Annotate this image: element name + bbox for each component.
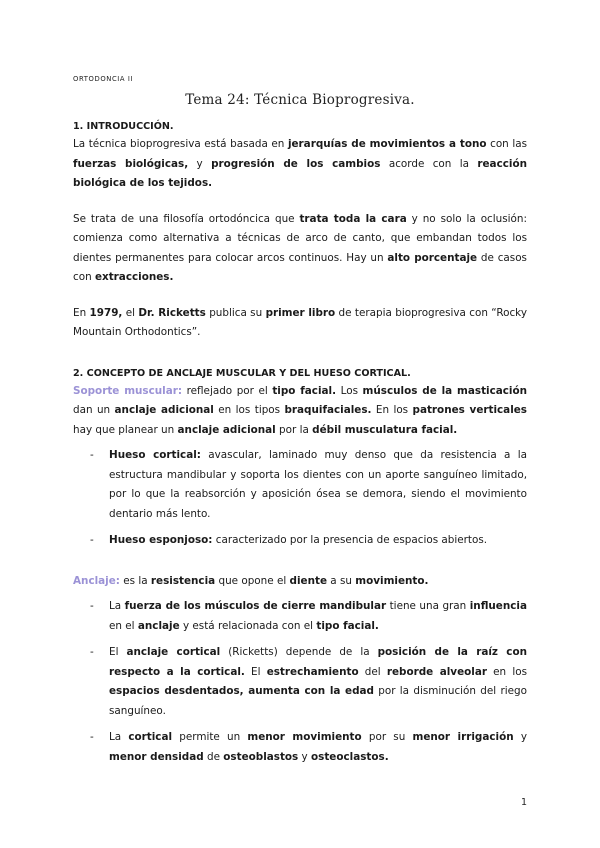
- section-heading-introduccion: 1. INTRODUCCIÓN.: [73, 121, 174, 132]
- list-item: - La cortical permite un menor movimiento por su menor irrigación y menor densidad de osteoblastos y osteoclastos.: [73, 728, 527, 767]
- section-heading-anclaje: 2. CONCEPTO DE ANCLAJE MUSCULAR Y DEL HUESO CORTICAL.: [73, 367, 411, 379]
- bone-types-list: [73, 446, 527, 551]
- paragraph-soporte-muscular: Soporte muscular: reflejado por el tipo facial. Los músculos de la masticación dan un anclaje adicional en los tipos braquifaciales. En los patrones verticales hay que planear un anclaje adicional por la débil musculatura facial.: [73, 384, 528, 436]
- paragraph-intro-3: En 1979, el Dr. Ricketts publica su primer libro de terapia bioprogresiva con “Rocky Mountain Orthodontics”.: [73, 306, 527, 338]
- paragraph-anclaje: Anclaje: es la resistencia que opone el diente a su movimiento.: [73, 574, 429, 587]
- list-item: - Hueso esponjoso: caracterizado por la presencia de espacios abiertos.: [73, 531, 527, 551]
- page-title: Tema 24: Técnica Bioprogresiva.: [185, 92, 415, 108]
- page-number: 1: [520, 797, 527, 808]
- list-item: - El anclaje cortical (Ricketts) depende de la posición de la raíz con respecto a la cortical. El estrechamiento del reborde alveolar en los espacios desdentados, aumenta con la edad por la disminución del riego sanguíneo.: [73, 643, 527, 721]
- course-header: ORTODONCIA II: [73, 75, 134, 83]
- document-body: [73, 118, 527, 774]
- paragraph-intro-2: Se trata de una filosofía ortodóncica que trata toda la cara y no solo la oclusión: comienza como alternativa a técnicas de arco de canto, que embandan todos los dientes permanentes para colocar arcos continuos. Hay un alto porcentaje de casos con extracciones.: [73, 212, 527, 283]
- paragraph-intro-1: La técnica bioprogresiva está basada en jerarquías de movimientos a tono con las fuerzas biológicas, y progresión de los cambios acorde con la reacción biológica de los tejidos.: [73, 138, 527, 189]
- anclaje-list: [73, 597, 527, 767]
- list-item: - Hueso cortical: avascular, laminado muy denso que da resistencia a la estructura mandibular y soporta los dientes con un aporte sanguíneo limitado, por lo que la reabsorción y aposición ósea se demora, siendo el movimiento dentario más lento.: [73, 446, 527, 524]
- list-item: - La fuerza de los músculos de cierre mandibular tiene una gran influencia en el anclaje y está relacionada con el tipo facial.: [73, 597, 527, 636]
